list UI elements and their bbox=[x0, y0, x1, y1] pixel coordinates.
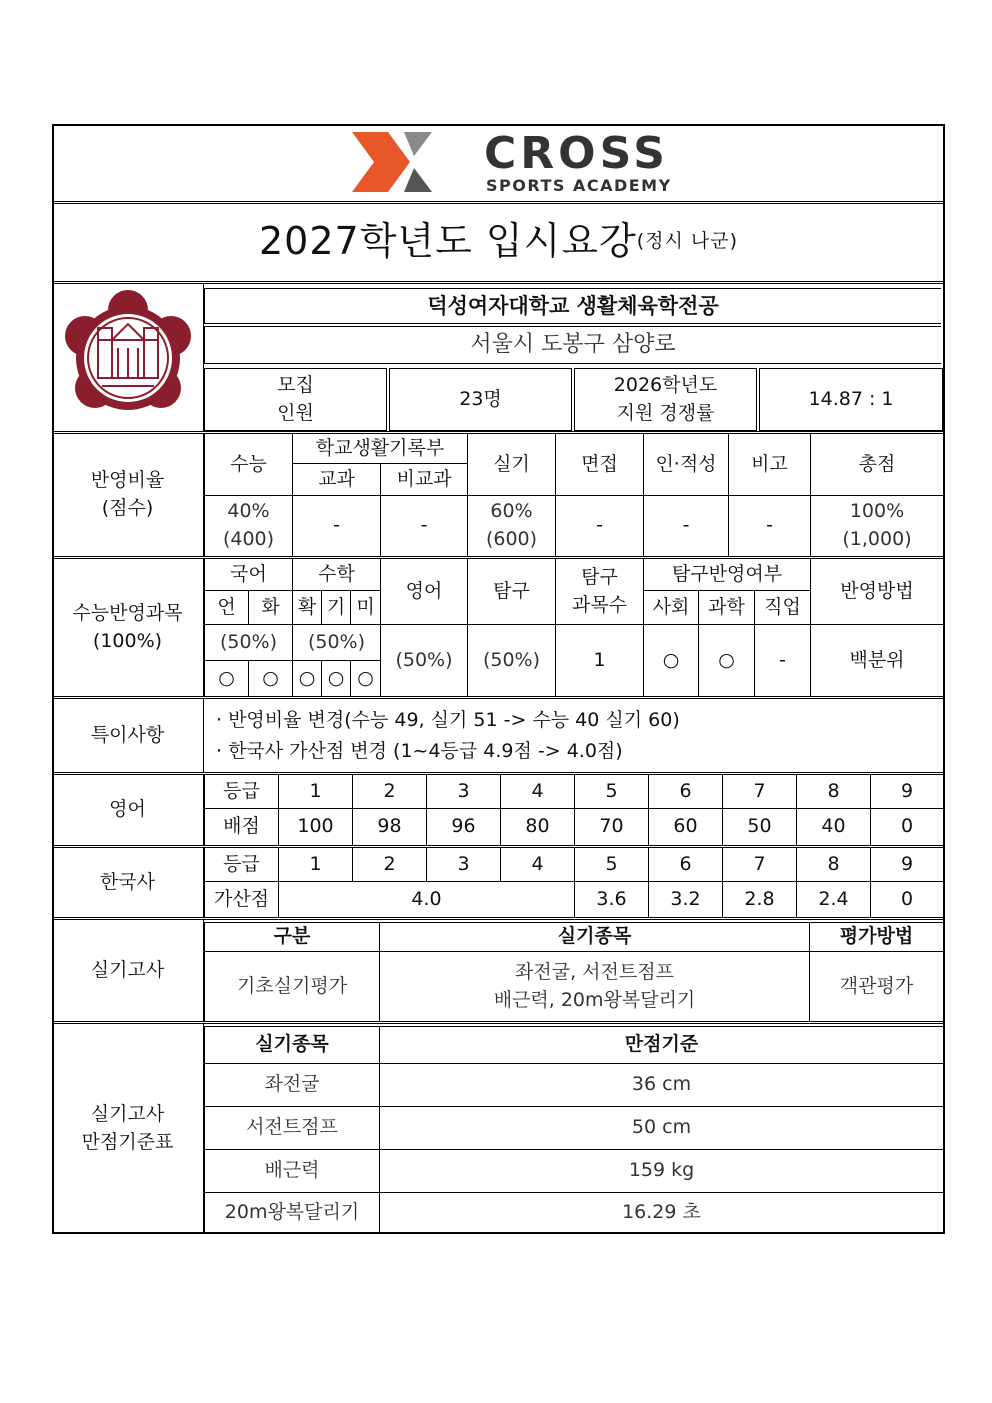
english-score: 96 bbox=[426, 809, 500, 845]
note-item: · 반영비율 변경(수능 49, 실기 51 -> 수능 40 실기 60) bbox=[216, 709, 680, 732]
history-grade: 9 bbox=[870, 848, 943, 882]
math-mark-2: ○ bbox=[321, 661, 350, 696]
reflect-sub-science: 과학 bbox=[698, 591, 754, 625]
suneung-math-percent: (50%) bbox=[292, 625, 380, 661]
ratio-header-interview: 면접 bbox=[555, 434, 643, 496]
history-grade: 2 bbox=[352, 848, 426, 882]
history-bonus: 0 bbox=[870, 882, 943, 917]
reflect-sub-vocational: 직업 bbox=[754, 591, 810, 625]
english-score: 100 bbox=[278, 809, 352, 845]
math-mark-1: ○ bbox=[292, 661, 321, 696]
korean-mark-2: ○ bbox=[248, 661, 292, 696]
practical-label: 실기고사 bbox=[52, 920, 204, 1021]
ratio-header-practical: 실기 bbox=[467, 434, 555, 496]
practical-header-category: 구분 bbox=[204, 922, 379, 952]
suneung-header-english: 영어 bbox=[380, 559, 467, 625]
admission-sheet bbox=[52, 124, 945, 1234]
suneung-math-sub-2: 기 bbox=[321, 591, 350, 625]
reflect-vocational-value: - bbox=[754, 625, 810, 696]
standards-header-standard: 만점기준 bbox=[379, 1026, 943, 1064]
practical-category: 기초실기평가 bbox=[204, 952, 379, 1021]
university-section bbox=[52, 281, 945, 431]
suneung-inquiry-value: (50%) bbox=[467, 625, 555, 696]
english-score: 40 bbox=[796, 809, 870, 845]
university-seal bbox=[52, 284, 204, 431]
recruit-label bbox=[204, 368, 387, 431]
title-section bbox=[52, 201, 945, 281]
english-score-label: 배점 bbox=[204, 809, 278, 845]
inquiry-count-line1: 탐구 bbox=[581, 565, 618, 588]
english-score: 98 bbox=[352, 809, 426, 845]
competition-value: 14.87 : 1 bbox=[759, 368, 943, 431]
ratio-value-other: - bbox=[728, 496, 810, 556]
standards-row-value: 16.29 초 bbox=[379, 1193, 943, 1233]
recruit-value: 23명 bbox=[389, 368, 572, 431]
ratio-suneung-percent: 40% bbox=[227, 500, 270, 523]
ratio-value-aptitude: - bbox=[643, 496, 728, 556]
ratio-header-aptitude: 인·적성 bbox=[643, 434, 728, 496]
ratio-value-subject: - bbox=[292, 496, 380, 556]
practical-events bbox=[379, 952, 809, 1021]
english-score: 70 bbox=[574, 809, 648, 845]
practical-events-line2: 배근력, 20m왕복달리기 bbox=[493, 988, 696, 1011]
history-grade: 5 bbox=[574, 848, 648, 882]
suneung-english-value: (50%) bbox=[380, 625, 467, 696]
ratio-practical-points: (600) bbox=[485, 528, 538, 550]
ratio-value-suneung bbox=[204, 496, 292, 556]
standards-row-event: 20m왕복달리기 bbox=[204, 1193, 379, 1233]
logo-x-left-icon bbox=[352, 132, 410, 192]
competition-label-line2: 지원 경쟁률 bbox=[616, 401, 715, 424]
suneung-korean-sub-2: 화 bbox=[248, 591, 292, 625]
ratio-label-line1: 반영비율 bbox=[90, 469, 165, 492]
title-sub: (정시 나군) bbox=[636, 230, 739, 253]
practical-section bbox=[52, 917, 945, 1021]
english-score: 50 bbox=[722, 809, 796, 845]
english-grade: 8 bbox=[796, 775, 870, 809]
suneung-label bbox=[52, 559, 204, 696]
english-score: 60 bbox=[648, 809, 722, 845]
notes-label: 특이사항 bbox=[52, 699, 204, 772]
ratio-value-interview: - bbox=[555, 496, 643, 556]
english-score: 0 bbox=[870, 809, 943, 845]
reflect-science-value: ○ bbox=[698, 625, 754, 696]
notes-list bbox=[204, 699, 943, 772]
reflect-social-value: ○ bbox=[643, 625, 698, 696]
suneung-header-inquiry-count bbox=[555, 559, 643, 625]
standards-label bbox=[52, 1024, 204, 1233]
standards-row-value: 36 cm bbox=[379, 1064, 943, 1107]
ratio-label bbox=[52, 434, 204, 556]
standards-header-event: 실기종목 bbox=[204, 1026, 379, 1064]
brand-tagline: SPORTS ACADEMY bbox=[486, 176, 672, 195]
ratio-total-points: (1,000) bbox=[842, 528, 912, 550]
ratio-header-other: 비고 bbox=[728, 434, 810, 496]
brand-name: CROSS bbox=[484, 128, 669, 179]
suneung-korean-percent: (50%) bbox=[204, 625, 292, 661]
page-title bbox=[52, 204, 945, 280]
suneung-math-sub-3: 미 bbox=[350, 591, 380, 625]
standards-section bbox=[52, 1021, 945, 1234]
suneung-header-inquiry: 탐구 bbox=[467, 559, 555, 625]
history-bonus-label: 가산점 bbox=[204, 882, 278, 917]
standards-label-line2: 만점기준표 bbox=[81, 1130, 174, 1153]
logo-x-bottom-icon bbox=[404, 168, 432, 192]
standards-row-event: 좌전굴 bbox=[204, 1064, 379, 1107]
notes-section bbox=[52, 696, 945, 772]
logo-section bbox=[52, 124, 945, 201]
history-grade-label: 등급 bbox=[204, 848, 278, 882]
standards-row-value: 50 cm bbox=[379, 1107, 943, 1150]
logo-x-top-icon bbox=[404, 132, 432, 156]
university-seal-icon bbox=[58, 288, 198, 428]
history-bonus: 2.8 bbox=[722, 882, 796, 917]
suneung-label-line2: (100%) bbox=[92, 629, 163, 652]
note-item: · 한국사 가산점 변경 (1~4등급 4.9점 -> 4.0점) bbox=[216, 739, 623, 762]
practical-header-evaluation: 평가방법 bbox=[809, 922, 943, 952]
suneung-label-line1: 수능반영과목 bbox=[72, 601, 183, 624]
ratio-value-total bbox=[810, 496, 943, 556]
history-section bbox=[52, 845, 945, 917]
suneung-inquiry-count-value: 1 bbox=[555, 625, 643, 696]
english-grade: 5 bbox=[574, 775, 648, 809]
english-grade: 1 bbox=[278, 775, 352, 809]
ratio-value-practical bbox=[467, 496, 555, 556]
ratio-header-total: 총점 bbox=[810, 434, 943, 496]
university-name: 덕성여자대학교 생활체육학전공 bbox=[204, 288, 941, 324]
history-grade: 4 bbox=[500, 848, 574, 882]
history-grade: 8 bbox=[796, 848, 870, 882]
history-bonus: 3.6 bbox=[574, 882, 648, 917]
standards-row-value: 159 kg bbox=[379, 1150, 943, 1193]
history-label: 한국사 bbox=[52, 848, 204, 917]
english-grade: 3 bbox=[426, 775, 500, 809]
history-grade: 6 bbox=[648, 848, 722, 882]
history-bonus-merged: 4.0 bbox=[278, 882, 574, 917]
suneung-section bbox=[52, 556, 945, 696]
english-score: 80 bbox=[500, 809, 574, 845]
history-grade: 3 bbox=[426, 848, 500, 882]
recruit-label-line1: 모집 bbox=[277, 373, 314, 396]
history-grade: 1 bbox=[278, 848, 352, 882]
practical-header-events: 실기종목 bbox=[379, 922, 809, 952]
suneung-header-inquiry-reflect: 탐구반영여부 bbox=[643, 559, 810, 591]
suneung-header-korean: 국어 bbox=[204, 559, 292, 591]
suneung-header-method: 반영방법 bbox=[810, 559, 943, 625]
cross-logo bbox=[52, 124, 945, 201]
english-grade: 9 bbox=[870, 775, 943, 809]
math-mark-3: ○ bbox=[350, 661, 380, 696]
english-grade-label: 등급 bbox=[204, 775, 278, 809]
practical-events-line1: 좌전굴, 서전트점프 bbox=[515, 960, 674, 983]
korean-mark-1: ○ bbox=[204, 661, 248, 696]
ratio-header-non-subject: 비교과 bbox=[380, 464, 467, 496]
suneung-math-sub-1: 확 bbox=[292, 591, 321, 625]
english-label: 영어 bbox=[52, 775, 204, 845]
recruit-label-line2: 인원 bbox=[277, 401, 314, 424]
competition-label bbox=[574, 368, 757, 431]
english-grade: 2 bbox=[352, 775, 426, 809]
standards-label-line1: 실기고사 bbox=[90, 1102, 165, 1125]
english-grade: 4 bbox=[500, 775, 574, 809]
ratio-section bbox=[52, 431, 945, 556]
standards-row-event: 서전트점프 bbox=[204, 1107, 379, 1150]
english-section bbox=[52, 772, 945, 845]
ratio-label-line2: (점수) bbox=[101, 497, 154, 519]
english-grade: 6 bbox=[648, 775, 722, 809]
ratio-header-subject: 교과 bbox=[292, 464, 380, 496]
ratio-header-school-record: 학교생활기록부 bbox=[292, 434, 467, 464]
suneung-header-math: 수학 bbox=[292, 559, 380, 591]
competition-label-line1: 2026학년도 bbox=[613, 373, 718, 396]
title-main: 2027학년도 입시요강 bbox=[258, 219, 637, 264]
standards-row-event: 배근력 bbox=[204, 1150, 379, 1193]
ratio-suneung-points: (400) bbox=[222, 528, 275, 550]
ratio-header-suneung: 수능 bbox=[204, 434, 292, 496]
suneung-korean-sub-1: 언 bbox=[204, 591, 248, 625]
practical-evaluation: 객관평가 bbox=[809, 952, 943, 1021]
history-bonus: 2.4 bbox=[796, 882, 870, 917]
ratio-total-percent: 100% bbox=[849, 500, 905, 523]
history-grade: 7 bbox=[722, 848, 796, 882]
university-address: 서울시 도봉구 삼양로 bbox=[204, 326, 941, 364]
ratio-value-non-subject: - bbox=[380, 496, 467, 556]
history-bonus: 3.2 bbox=[648, 882, 722, 917]
ratio-practical-percent: 60% bbox=[490, 500, 533, 523]
suneung-method-value: 백분위 bbox=[810, 625, 943, 696]
inquiry-count-line2: 과목수 bbox=[571, 593, 628, 616]
reflect-sub-social: 사회 bbox=[643, 591, 698, 625]
english-grade: 7 bbox=[722, 775, 796, 809]
